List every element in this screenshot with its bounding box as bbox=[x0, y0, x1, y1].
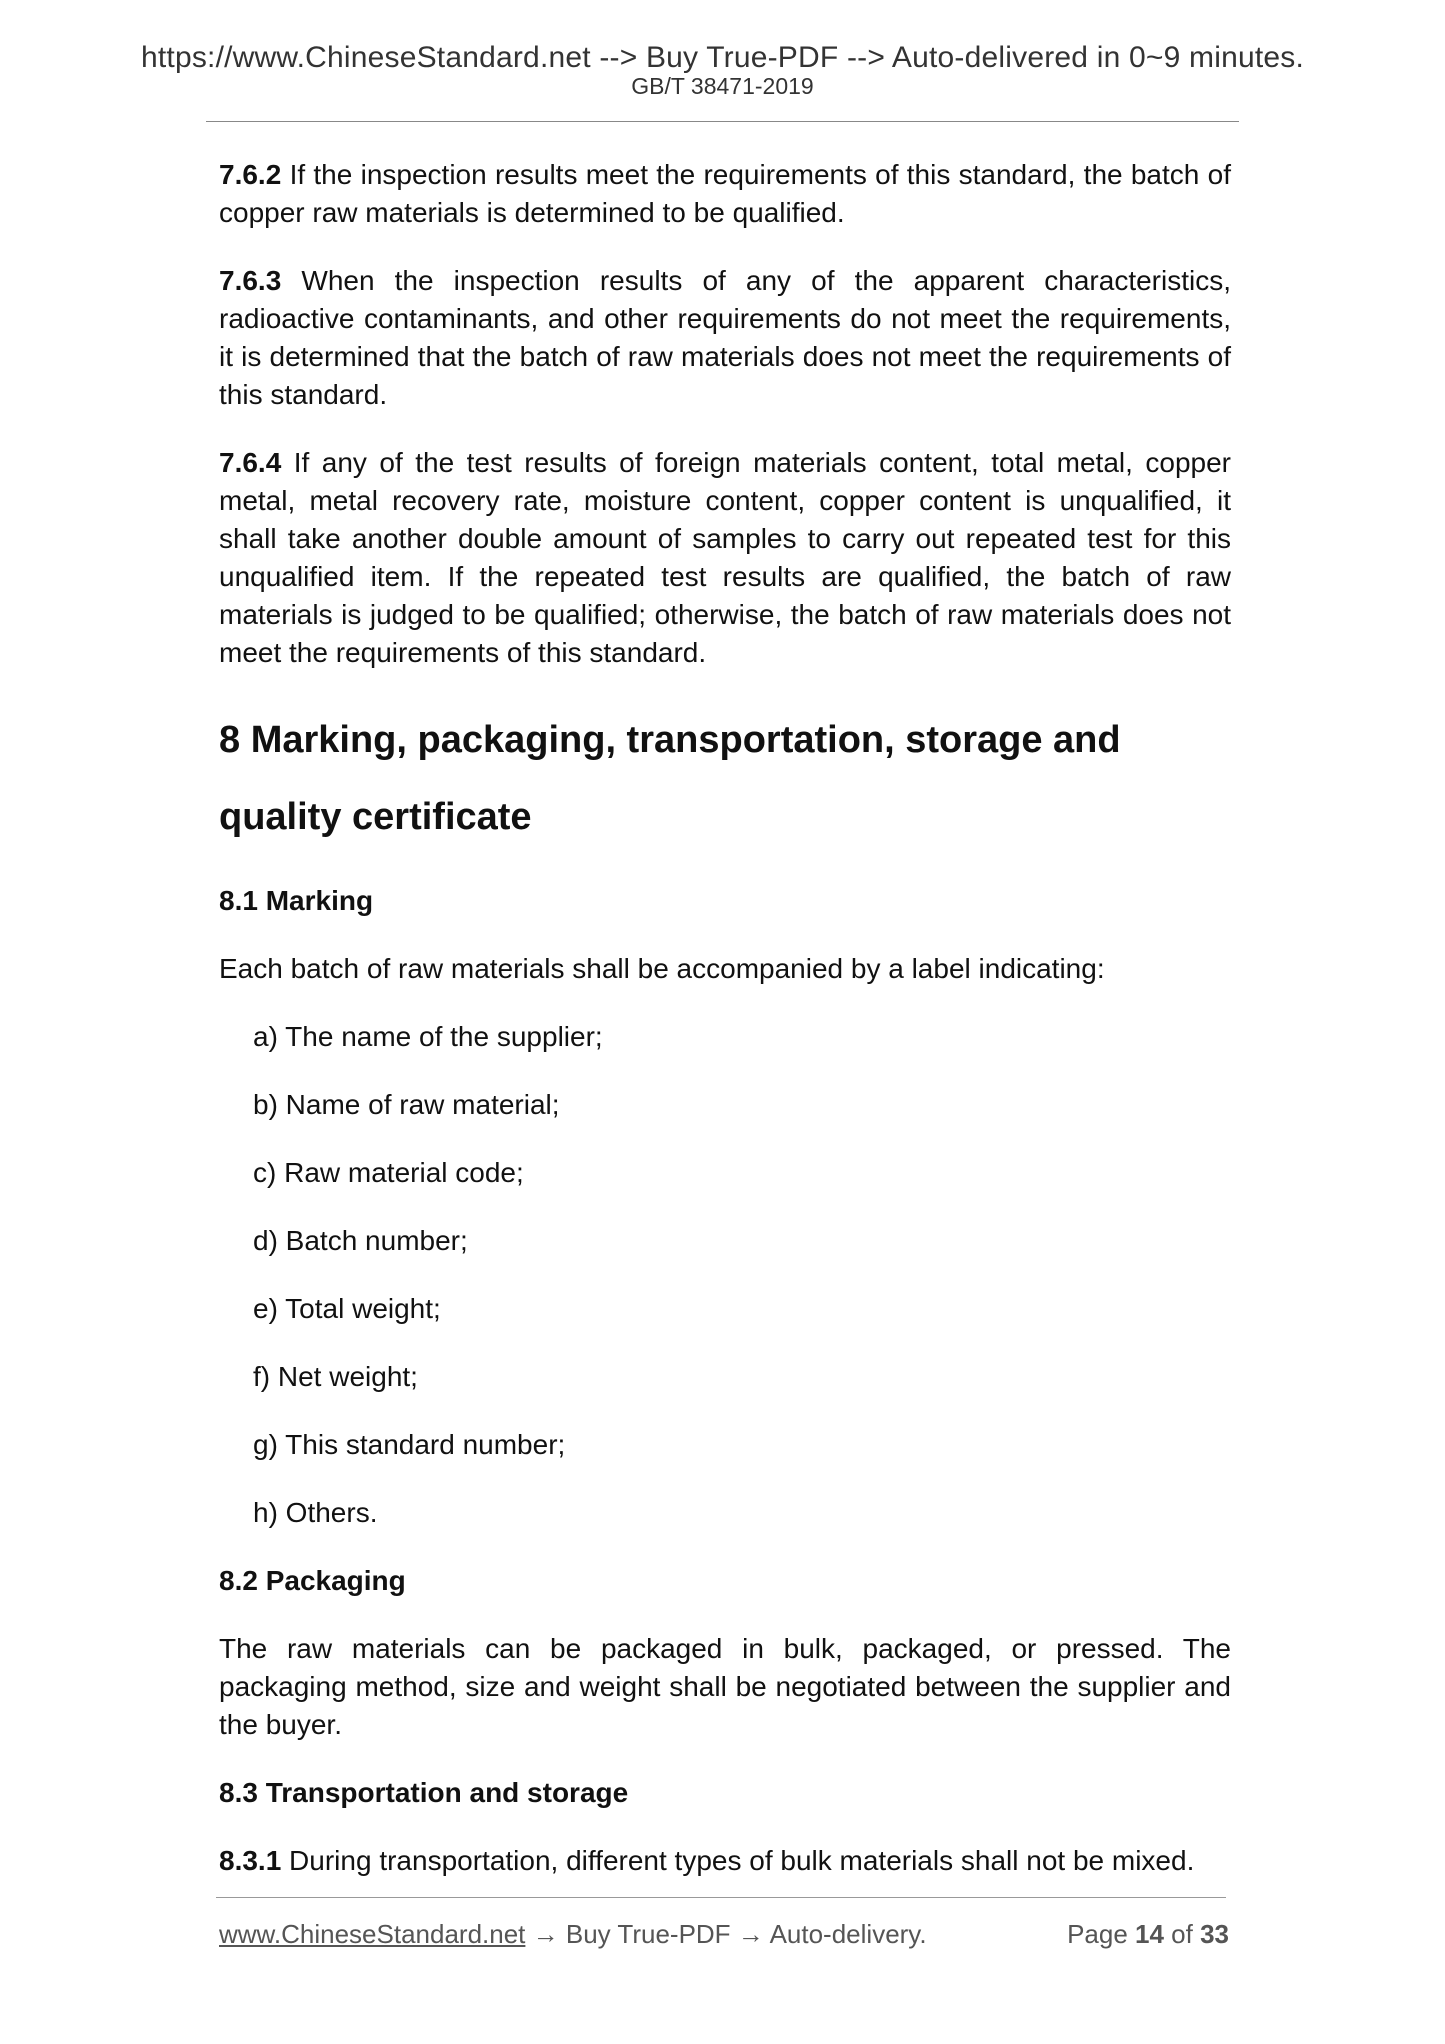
clause-number: 8.3.1 bbox=[219, 1845, 282, 1876]
page-number: 14 bbox=[1135, 1919, 1164, 1949]
clause-7-6-4 bbox=[219, 444, 1231, 672]
list-item: f) Net weight; bbox=[253, 1361, 418, 1392]
clause-number: 7.6.2 bbox=[219, 159, 282, 190]
clause-8-3-1 bbox=[219, 1842, 1231, 1880]
clause-text: If any of the test results of foreign materials content, total metal, copper metal, metal recovery rate, moisture content, copper content is unqualified, it shall take another double amount of samples to carry out repeated test for this unqualified item. If the repeated test results are qualified, the batch of raw materials is judged to be qualified; otherwise, the batch of raw materials does not meet the requirements of this standard. bbox=[219, 447, 1231, 668]
section-8-title bbox=[219, 702, 1231, 856]
section-title-line: 8 Marking, packaging, transportation, storage and bbox=[219, 719, 1121, 761]
clause-text: If the inspection results meet the requirements of this standard, the batch of copper raw materials is determined to be qualified. bbox=[219, 159, 1231, 228]
list-item: d) Batch number; bbox=[253, 1225, 468, 1256]
packaging-text: The raw materials can be packaged in bulk, packaged, or pressed. The packaging method, size and weight shall be negotiated between the supplier and the buyer. bbox=[219, 1633, 1231, 1740]
list-item: g) This standard number; bbox=[253, 1429, 566, 1460]
heading-8-2: 8.2 Packaging bbox=[219, 1565, 406, 1596]
clause-7-6-2 bbox=[219, 156, 1231, 232]
list-item: e) Total weight; bbox=[253, 1293, 441, 1324]
total-pages: 33 bbox=[1200, 1919, 1229, 1949]
footer-promo: → Buy True-PDF → Auto-delivery. bbox=[525, 1919, 927, 1949]
section-title-line: quality certificate bbox=[219, 796, 532, 838]
list-item: a) The name of the supplier; bbox=[253, 1021, 603, 1052]
clause-7-6-3 bbox=[219, 262, 1231, 414]
clause-number: 7.6.3 bbox=[219, 265, 282, 296]
list-item: h) Others. bbox=[253, 1497, 378, 1528]
marking-intro: Each batch of raw materials shall be accompanied by a label indicating: bbox=[219, 953, 1105, 984]
clause-text: When the inspection results of any of the apparent characteristics, radioactive contaminants, and other requirements do not meet the requirements, it is determined that the batch of raw materials does not meet the requirements of this standard. bbox=[219, 265, 1231, 410]
heading-8-1: 8.1 Marking bbox=[219, 885, 374, 916]
page-label: Page bbox=[1067, 1919, 1136, 1949]
of-label: of bbox=[1163, 1919, 1201, 1949]
footer-site-link[interactable]: www.ChineseStandard.net bbox=[219, 1919, 526, 1949]
top-banner: https://www.ChineseStandard.net --> Buy True-PDF --> Auto-delivered in 0~9 minutes. bbox=[141, 41, 1304, 74]
clause-number: 7.6.4 bbox=[219, 447, 282, 478]
footer-divider bbox=[216, 1897, 1226, 1898]
page-indicator bbox=[1067, 1917, 1229, 1951]
heading-8-3: 8.3 Transportation and storage bbox=[219, 1777, 629, 1808]
page-footer bbox=[219, 1917, 1229, 1951]
list-item: b) Name of raw material; bbox=[253, 1089, 560, 1120]
header-divider bbox=[206, 121, 1239, 122]
clause-text: During transportation, different types of bulk materials shall not be mixed. bbox=[281, 1845, 1195, 1876]
document-id: GB/T 38471-2019 bbox=[631, 73, 814, 99]
list-item: c) Raw material code; bbox=[253, 1157, 524, 1188]
page-content bbox=[219, 156, 1231, 1910]
